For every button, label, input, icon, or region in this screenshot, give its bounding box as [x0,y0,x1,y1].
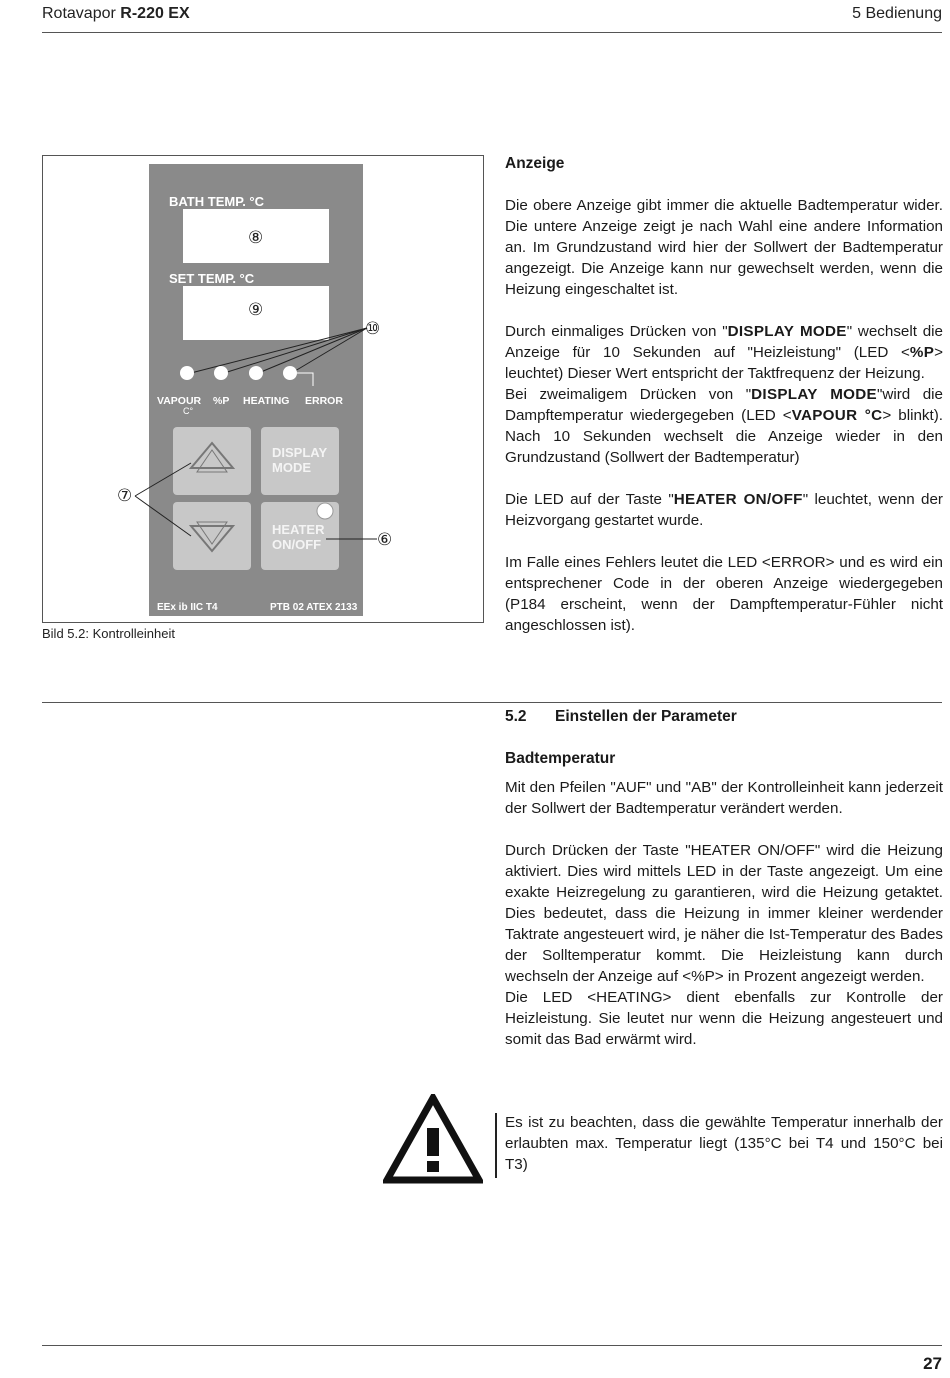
anzeige-paragraph-4: Die LED auf der Taste "HEATER ON/OFF" leuchtet, wenn der Heizvorgang gestartet wurde. [505,491,943,529]
heater-led [317,503,333,519]
display-top-label: BATH TEMP. °C [169,194,264,209]
led-percent-label: %P [213,395,230,407]
arrow-down-button [173,502,251,570]
section-5-2 [505,706,943,1050]
control-unit-illustration [43,156,483,622]
marker-10: ⑩ [365,319,381,338]
arrow-up-button [173,427,251,495]
warning-text: Es ist zu beachten, dass die gewählte Temperatur innerhalb der erlaubten max. Temperatur liegt (135°C bei T4 und 150°C bei T3) [505,1114,943,1173]
led-heating-label: HEATING [243,395,290,407]
header-product-model: R-220 EX [120,5,190,22]
warning-bar [495,1113,497,1178]
display-mode-label-2: MODE [272,460,311,475]
header-rule [42,32,942,33]
display-mode-label-1: DISPLAY [272,445,328,460]
control-unit-figure [42,155,484,623]
header-product [42,5,190,23]
anzeige-section [505,153,943,636]
section-paragraph-1: Mit den Pfeilen "AUF" und "AB" der Kontrolleinheit kann jederzeit der Sollwert der Badtemperatur verändert werden. [505,779,943,817]
subsection-title: Badtemperatur [505,750,616,767]
marker-7: ⑦ [117,486,133,505]
heater-label-2: ON/OFF [272,537,322,552]
section-paragraph-2: Durch Drücken der Taste "HEATER ON/OFF" wird die Heizung aktiviert. Dies wird mittels LED in der Taste angezeigt. Um eine exakte Heizregelung zu garantieren, wird die Heizung getaktet. Dies bedeutet, dass die Heizung in immer kleiner werdender Taktrate angesteuert wird, je näher die Ist-Temperatur des Bades der Solltemperatur kommt. Die Heizleistung kann durch wechseln der Anzeige auf <%P> in Prozent angezeigt werden. [505,842,943,985]
led-percent [214,366,228,380]
led-error-label: ERROR [305,395,343,407]
header-chapter: 5 Bedienung [852,5,942,22]
anzeige-paragraph-3: Bei zweimaligem Drücken von "DISPLAY MODE"wird die Dampftemperatur wiedergegeben (LED <VAPOUR °C> blinkt). Nach 10 Sekunden wechselt die Anzeige wieder in den Grundzustand (Sollwert der Badtemperatur) [505,386,944,466]
marker-6: ⑥ [377,530,393,549]
anzeige-paragraph-1: Die obere Anzeige gibt immer die aktuelle Badtemperatur wider. Die untere Anzeige zeigt je nach Wahl eine andere Information an. Im Grundzustand wird hier der Sollwert der Badtemperatur angezeigt. Die Anzeige kann nur gewechselt werden, wenn die Heizung eingeschaltet ist. [505,197,943,298]
cert-left: EEx ib IIC T4 [157,602,218,613]
section-rule [42,702,942,703]
section-number: 5.2 [505,708,527,725]
heater-label-1: HEATER [272,522,325,537]
page-number: 27 [923,1354,942,1373]
anzeige-paragraph-5: Im Falle eines Fehlers leutet die LED <ERROR> und es wird ein entsprechener Code in der oberen Anzeige wiedergegeben (P184 erscheint, wenn der Dampftemperatur-Fühler nicht angeschlossen ist). [505,554,943,634]
section-title: Einstellen der Parameter [555,708,737,725]
section-paragraph-3: Die LED <HEATING> dient ebenfalls zur Kontrolle der Heizleistung. Sie leutet nur wenn die Heizung angesteuert und somit das Bad erwärmt wird. [505,989,943,1048]
led-vapour-unit: C° [183,406,194,416]
marker-8: ⑧ [248,228,264,247]
warning-box [505,1112,943,1175]
marker-9: ⑨ [248,300,264,319]
footer-rule [42,1345,942,1346]
led-vapour-label: VAPOUR [157,395,202,407]
anzeige-title: Anzeige [505,155,565,172]
section-heading [505,706,943,727]
anzeige-paragraph-2: Durch einmaliges Drücken von "DISPLAY MODE" wechselt die Anzeige für 10 Sekunden auf "Heizleistung" (LED <%P> leuchtet) Dieser Wert entspricht der Taktfrequenz der Heizung. [505,323,944,382]
led-vapour [180,366,194,380]
header-product-prefix: Rotavapor [42,5,116,22]
led-error [283,366,297,380]
warning-triangle-icon [383,1094,483,1184]
led-heating [249,366,263,380]
cert-right: PTB 02 ATEX 2133 [270,602,358,613]
display-bottom-label: SET TEMP. °C [169,271,255,286]
figure-caption: Bild 5.2: Kontrolleinheit [42,626,175,641]
